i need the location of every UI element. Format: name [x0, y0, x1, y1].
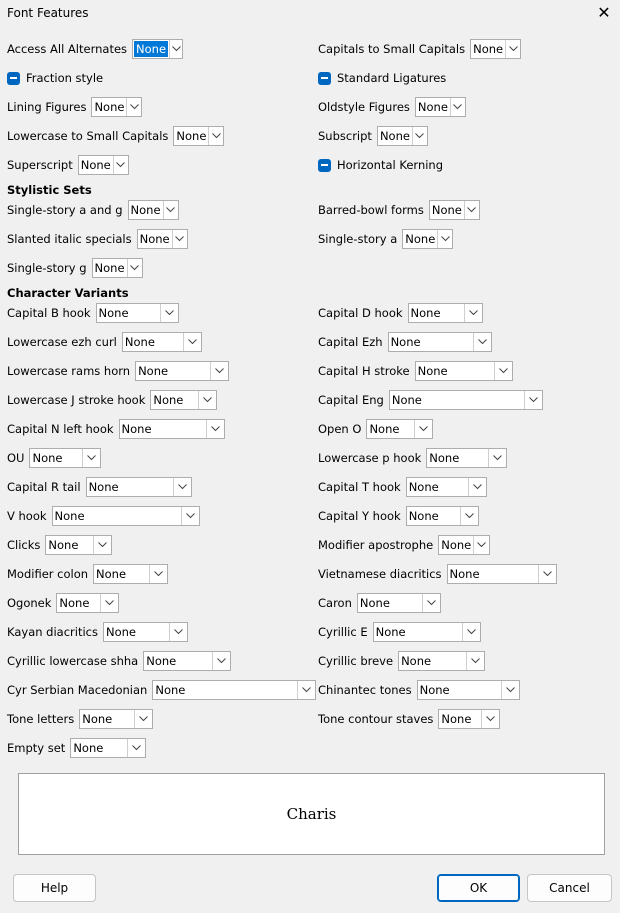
subscript-value: None — [379, 129, 410, 143]
capital-t-hook-row — [318, 476, 487, 498]
close-icon[interactable]: ✕ — [597, 3, 611, 22]
chevron-down-icon — [173, 478, 191, 496]
capital-r-tail-row — [7, 476, 192, 498]
open-o-select[interactable] — [366, 419, 433, 439]
subscript-row — [318, 125, 428, 147]
capital-r-tail-label: Capital R tail — [7, 480, 81, 494]
open-o-label: Open O — [318, 422, 362, 436]
single-story-a-and-g-value: None — [130, 203, 161, 217]
single-story-a-and-g-label: Single-story a and g — [7, 203, 123, 217]
capital-d-hook-row — [318, 302, 483, 324]
single-story-g-value: None — [94, 261, 125, 275]
chevron-down-icon — [100, 594, 118, 612]
chevron-down-icon — [206, 420, 224, 438]
capital-ezh-value: None — [390, 335, 421, 349]
preview-text: Charis — [286, 805, 337, 823]
chevron-down-icon — [149, 565, 167, 583]
chevron-down-icon — [163, 201, 178, 219]
slanted-italic-specials-select[interactable] — [137, 229, 188, 249]
empty-set-value: None — [73, 741, 104, 755]
tone-contour-staves-value: None — [441, 712, 472, 726]
cyrillic-e-value: None — [375, 625, 406, 639]
capital-d-hook-value: None — [410, 306, 441, 320]
cyr-serbian-macedonian-row — [7, 679, 316, 701]
chevron-down-icon — [208, 127, 223, 145]
chevron-down-icon — [524, 391, 542, 409]
cyrillic-lowercase-shha-label: Cyrillic lowercase shha — [7, 654, 139, 668]
lowercase-to-small-capitals-label: Lowercase to Small Capitals — [7, 129, 169, 143]
v-hook-select[interactable] — [52, 506, 200, 526]
cyr-serbian-macedonian-value: None — [155, 683, 186, 697]
capital-y-hook-value: None — [408, 509, 439, 523]
single-story-a-value: None — [405, 232, 436, 246]
capital-r-tail-select[interactable] — [86, 477, 192, 497]
caron-row — [318, 592, 441, 614]
clicks-select[interactable] — [45, 535, 112, 555]
access-all-alternates-select[interactable] — [132, 39, 183, 59]
lowercase-to-small-capitals-row — [7, 125, 224, 147]
capital-d-hook-select[interactable] — [408, 303, 483, 323]
capital-eng-select[interactable] — [389, 390, 543, 410]
open-o-row — [318, 418, 433, 440]
empty-set-select[interactable] — [70, 738, 146, 758]
chevron-down-icon — [464, 201, 479, 219]
slanted-italic-specials-row — [7, 228, 188, 250]
chevron-down-icon — [212, 652, 230, 670]
section-character-variants: Character Variants — [7, 286, 129, 300]
fraction-style-checkbox[interactable] — [7, 71, 103, 85]
chevron-down-icon — [481, 710, 499, 728]
lowercase-p-hook-select[interactable] — [426, 448, 507, 468]
fraction-style-row — [7, 67, 103, 89]
tone-letters-select[interactable] — [79, 709, 153, 729]
lining-figures-select[interactable] — [91, 97, 142, 117]
open-o-value: None — [369, 422, 400, 436]
barred-bowl-forms-value: None — [431, 203, 462, 217]
capital-ezh-select[interactable] — [388, 332, 492, 352]
capital-y-hook-label: Capital Y hook — [318, 509, 401, 523]
lowercase-p-hook-value: None — [429, 451, 460, 465]
vietnamese-diacritics-row — [318, 563, 557, 585]
horizontal-kerning-row — [318, 154, 443, 176]
chevron-down-icon — [466, 652, 484, 670]
chevron-down-icon — [468, 478, 486, 496]
ogonek-value: None — [59, 596, 90, 610]
tone-letters-value: None — [82, 712, 113, 726]
kayan-diacritics-select[interactable] — [103, 622, 188, 642]
chevron-down-icon — [172, 230, 187, 248]
capitals-to-small-capitals-value: None — [473, 42, 504, 56]
modifier-colon-value: None — [96, 567, 127, 581]
ogonek-row — [7, 592, 119, 614]
modifier-colon-label: Modifier colon — [7, 567, 89, 581]
modifier-colon-select[interactable] — [93, 564, 168, 584]
lowercase-j-stroke-hook-value: None — [153, 393, 184, 407]
caron-select[interactable] — [357, 593, 441, 613]
lowercase-rams-horn-select[interactable] — [135, 361, 229, 381]
superscript-label: Superscript — [7, 158, 73, 172]
ou-row — [7, 447, 101, 469]
superscript-row — [7, 154, 129, 176]
chinantec-tones-select[interactable] — [417, 680, 520, 700]
tone-letters-label: Tone letters — [7, 712, 75, 726]
lowercase-ezh-curl-select[interactable] — [122, 332, 202, 352]
cyrillic-breve-value: None — [401, 654, 432, 668]
lowercase-p-hook-row — [318, 447, 507, 469]
chevron-down-icon — [297, 681, 315, 699]
cyrillic-lowercase-shha-row — [7, 650, 231, 672]
chevron-down-icon — [473, 333, 491, 351]
lowercase-rams-horn-value: None — [138, 364, 169, 378]
ogonek-label: Ogonek — [7, 596, 52, 610]
chevron-down-icon — [422, 594, 440, 612]
modifier-colon-row — [7, 563, 168, 585]
tone-contour-staves-label: Tone contour staves — [318, 712, 434, 726]
tone-letters-row — [7, 708, 153, 730]
capital-b-hook-row — [7, 302, 179, 324]
single-story-g-row — [7, 257, 143, 279]
single-story-a-and-g-row — [7, 199, 179, 221]
access-all-alternates-label: Access All Alternates — [7, 42, 128, 56]
cyrillic-lowercase-shha-select[interactable] — [143, 651, 231, 671]
single-story-a-and-g-select[interactable] — [128, 200, 179, 220]
capital-n-left-hook-label: Capital N left hook — [7, 422, 114, 436]
lowercase-ezh-curl-value: None — [124, 335, 155, 349]
chevron-down-icon — [450, 98, 465, 116]
section-stylistic-sets: Stylistic Sets — [7, 183, 92, 197]
chevron-down-icon — [127, 739, 145, 757]
capital-h-stroke-label: Capital H stroke — [318, 364, 410, 378]
chinantec-tones-row — [318, 679, 520, 701]
font-preview-box — [18, 773, 605, 855]
ou-select[interactable] — [29, 448, 101, 468]
standard-ligatures-row — [318, 67, 446, 89]
capital-n-left-hook-value: None — [121, 422, 152, 436]
chevron-down-icon — [473, 536, 489, 554]
chevron-down-icon — [412, 127, 427, 145]
v-hook-value: None — [54, 509, 85, 523]
superscript-value: None — [80, 158, 111, 172]
cyr-serbian-macedonian-label: Cyr Serbian Macedonian — [7, 683, 148, 697]
lowercase-ezh-curl-label: Lowercase ezh curl — [7, 335, 117, 349]
capital-t-hook-value: None — [408, 480, 439, 494]
kayan-diacritics-row — [7, 621, 188, 643]
lowercase-rams-horn-label: Lowercase rams horn — [7, 364, 131, 378]
chevron-down-icon — [464, 304, 482, 322]
chevron-down-icon — [414, 420, 432, 438]
subscript-select[interactable] — [377, 126, 428, 146]
lining-figures-row — [7, 96, 142, 118]
modifier-apostrophe-row — [318, 534, 490, 556]
cyrillic-e-row — [318, 621, 481, 643]
kayan-diacritics-value: None — [106, 625, 137, 639]
access-all-alternates-value: None — [136, 42, 167, 56]
lining-figures-value: None — [94, 100, 125, 114]
chevron-down-icon — [113, 156, 128, 174]
slanted-italic-specials-label: Slanted italic specials — [7, 232, 132, 246]
chevron-down-icon — [437, 230, 452, 248]
lining-figures-label: Lining Figures — [7, 100, 87, 114]
title-bar — [0, 0, 620, 28]
capital-r-tail-value: None — [88, 480, 119, 494]
horizontal-kerning-checkbox[interactable] — [318, 158, 443, 172]
capital-h-stroke-row — [318, 360, 513, 382]
lowercase-rams-horn-row — [7, 360, 229, 382]
lowercase-p-hook-label: Lowercase p hook — [318, 451, 422, 465]
oldstyle-figures-row — [318, 96, 466, 118]
minus-icon — [7, 72, 20, 85]
lowercase-to-small-capitals-value: None — [176, 129, 207, 143]
help-button[interactable]: Help — [13, 874, 96, 902]
cancel-button[interactable]: Cancel — [527, 874, 612, 902]
window-title: Font Features — [7, 6, 89, 20]
chevron-down-icon — [160, 304, 178, 322]
capital-t-hook-label: Capital T hook — [318, 480, 401, 494]
chevron-down-icon — [210, 362, 228, 380]
cyrillic-breve-label: Cyrillic breve — [318, 654, 394, 668]
barred-bowl-forms-row — [318, 199, 480, 221]
chinantec-tones-label: Chinantec tones — [318, 683, 412, 697]
chevron-down-icon — [462, 623, 480, 641]
standard-ligatures-label: Standard Ligatures — [337, 71, 447, 85]
capitals-to-small-capitals-label: Capitals to Small Capitals — [318, 42, 466, 56]
capital-eng-value: None — [391, 393, 422, 407]
single-story-g-label: Single-story g — [7, 261, 87, 275]
capital-n-left-hook-select[interactable] — [119, 419, 225, 439]
clicks-row — [7, 534, 112, 556]
chevron-down-icon — [198, 391, 216, 409]
chevron-down-icon — [181, 507, 199, 525]
chevron-down-icon — [126, 98, 141, 116]
chevron-down-icon — [494, 362, 512, 380]
single-story-a-label: Single-story a — [318, 232, 398, 246]
minus-icon — [318, 72, 331, 85]
empty-set-row — [7, 737, 146, 759]
chinantec-tones-value: None — [419, 683, 450, 697]
lowercase-j-stroke-hook-label: Lowercase J stroke hook — [7, 393, 146, 407]
clicks-label: Clicks — [7, 538, 41, 552]
vietnamese-diacritics-label: Vietnamese diacritics — [318, 567, 442, 581]
chevron-down-icon — [501, 681, 519, 699]
chevron-down-icon — [93, 536, 111, 554]
capital-y-hook-select[interactable] — [406, 506, 479, 526]
ok-button[interactable]: OK — [437, 874, 520, 902]
modifier-apostrophe-value: None — [441, 538, 472, 552]
ou-label: OU — [7, 451, 25, 465]
capital-eng-label: Capital Eng — [318, 393, 384, 407]
capital-ezh-label: Capital Ezh — [318, 335, 383, 349]
barred-bowl-forms-select[interactable] — [429, 200, 480, 220]
standard-ligatures-checkbox[interactable] — [318, 71, 446, 85]
chevron-down-icon — [169, 623, 187, 641]
oldstyle-figures-select[interactable] — [415, 97, 466, 117]
vietnamese-diacritics-select[interactable] — [447, 564, 557, 584]
v-hook-label: V hook — [7, 509, 47, 523]
chevron-down-icon — [127, 259, 142, 277]
horizontal-kerning-label: Horizontal Kerning — [337, 158, 444, 172]
chevron-down-icon — [505, 40, 520, 58]
vietnamese-diacritics-value: None — [449, 567, 480, 581]
capitals-to-small-capitals-select[interactable] — [470, 39, 521, 59]
access-all-alternates-row — [7, 38, 183, 60]
superscript-select[interactable] — [78, 155, 129, 175]
barred-bowl-forms-label: Barred-bowl forms — [318, 203, 424, 217]
oldstyle-figures-value: None — [417, 100, 448, 114]
subscript-label: Subscript — [318, 129, 372, 143]
fraction-style-label: Fraction style — [26, 71, 104, 85]
capitals-to-small-capitals-row — [318, 38, 521, 60]
ogonek-select[interactable] — [56, 593, 119, 613]
capital-eng-row — [318, 389, 543, 411]
capital-t-hook-select[interactable] — [406, 477, 487, 497]
chevron-down-icon — [488, 449, 506, 467]
caron-label: Caron — [318, 596, 352, 610]
cyrillic-lowercase-shha-value: None — [146, 654, 177, 668]
slanted-italic-specials-value: None — [139, 232, 170, 246]
capital-b-hook-value: None — [98, 306, 129, 320]
capital-ezh-row — [318, 331, 492, 353]
lowercase-j-stroke-hook-select[interactable] — [150, 390, 217, 410]
chevron-down-icon — [169, 40, 182, 58]
tone-contour-staves-select[interactable] — [438, 709, 500, 729]
kayan-diacritics-label: Kayan diacritics — [7, 625, 98, 639]
lowercase-j-stroke-hook-row — [7, 389, 217, 411]
chevron-down-icon — [134, 710, 152, 728]
capital-b-hook-select[interactable] — [96, 303, 179, 323]
capital-n-left-hook-row — [7, 418, 225, 440]
clicks-value: None — [48, 538, 79, 552]
ou-value: None — [32, 451, 63, 465]
caron-value: None — [359, 596, 390, 610]
tone-contour-staves-row — [318, 708, 500, 730]
cyrillic-breve-row — [318, 650, 485, 672]
cyrillic-breve-select[interactable] — [398, 651, 485, 671]
cyrillic-e-select[interactable] — [373, 622, 481, 642]
lowercase-to-small-capitals-select[interactable] — [173, 126, 224, 146]
single-story-g-select[interactable] — [92, 258, 143, 278]
capital-b-hook-label: Capital B hook — [7, 306, 91, 320]
v-hook-row — [7, 505, 200, 527]
capital-d-hook-label: Capital D hook — [318, 306, 403, 320]
capital-y-hook-row — [318, 505, 479, 527]
oldstyle-figures-label: Oldstyle Figures — [318, 100, 410, 114]
chevron-down-icon — [183, 333, 201, 351]
single-story-a-select[interactable] — [402, 229, 453, 249]
chevron-down-icon — [82, 449, 100, 467]
minus-icon — [318, 159, 331, 172]
cyr-serbian-macedonian-select[interactable] — [152, 680, 316, 700]
capital-h-stroke-select[interactable] — [415, 361, 513, 381]
lowercase-ezh-curl-row — [7, 331, 202, 353]
chevron-down-icon — [460, 507, 478, 525]
capital-h-stroke-value: None — [417, 364, 448, 378]
single-story-a-row — [318, 228, 453, 250]
chevron-down-icon — [538, 565, 556, 583]
modifier-apostrophe-label: Modifier apostrophe — [318, 538, 434, 552]
modifier-apostrophe-select[interactable] — [438, 535, 490, 555]
empty-set-label: Empty set — [7, 741, 66, 755]
cyrillic-e-label: Cyrillic E — [318, 625, 368, 639]
